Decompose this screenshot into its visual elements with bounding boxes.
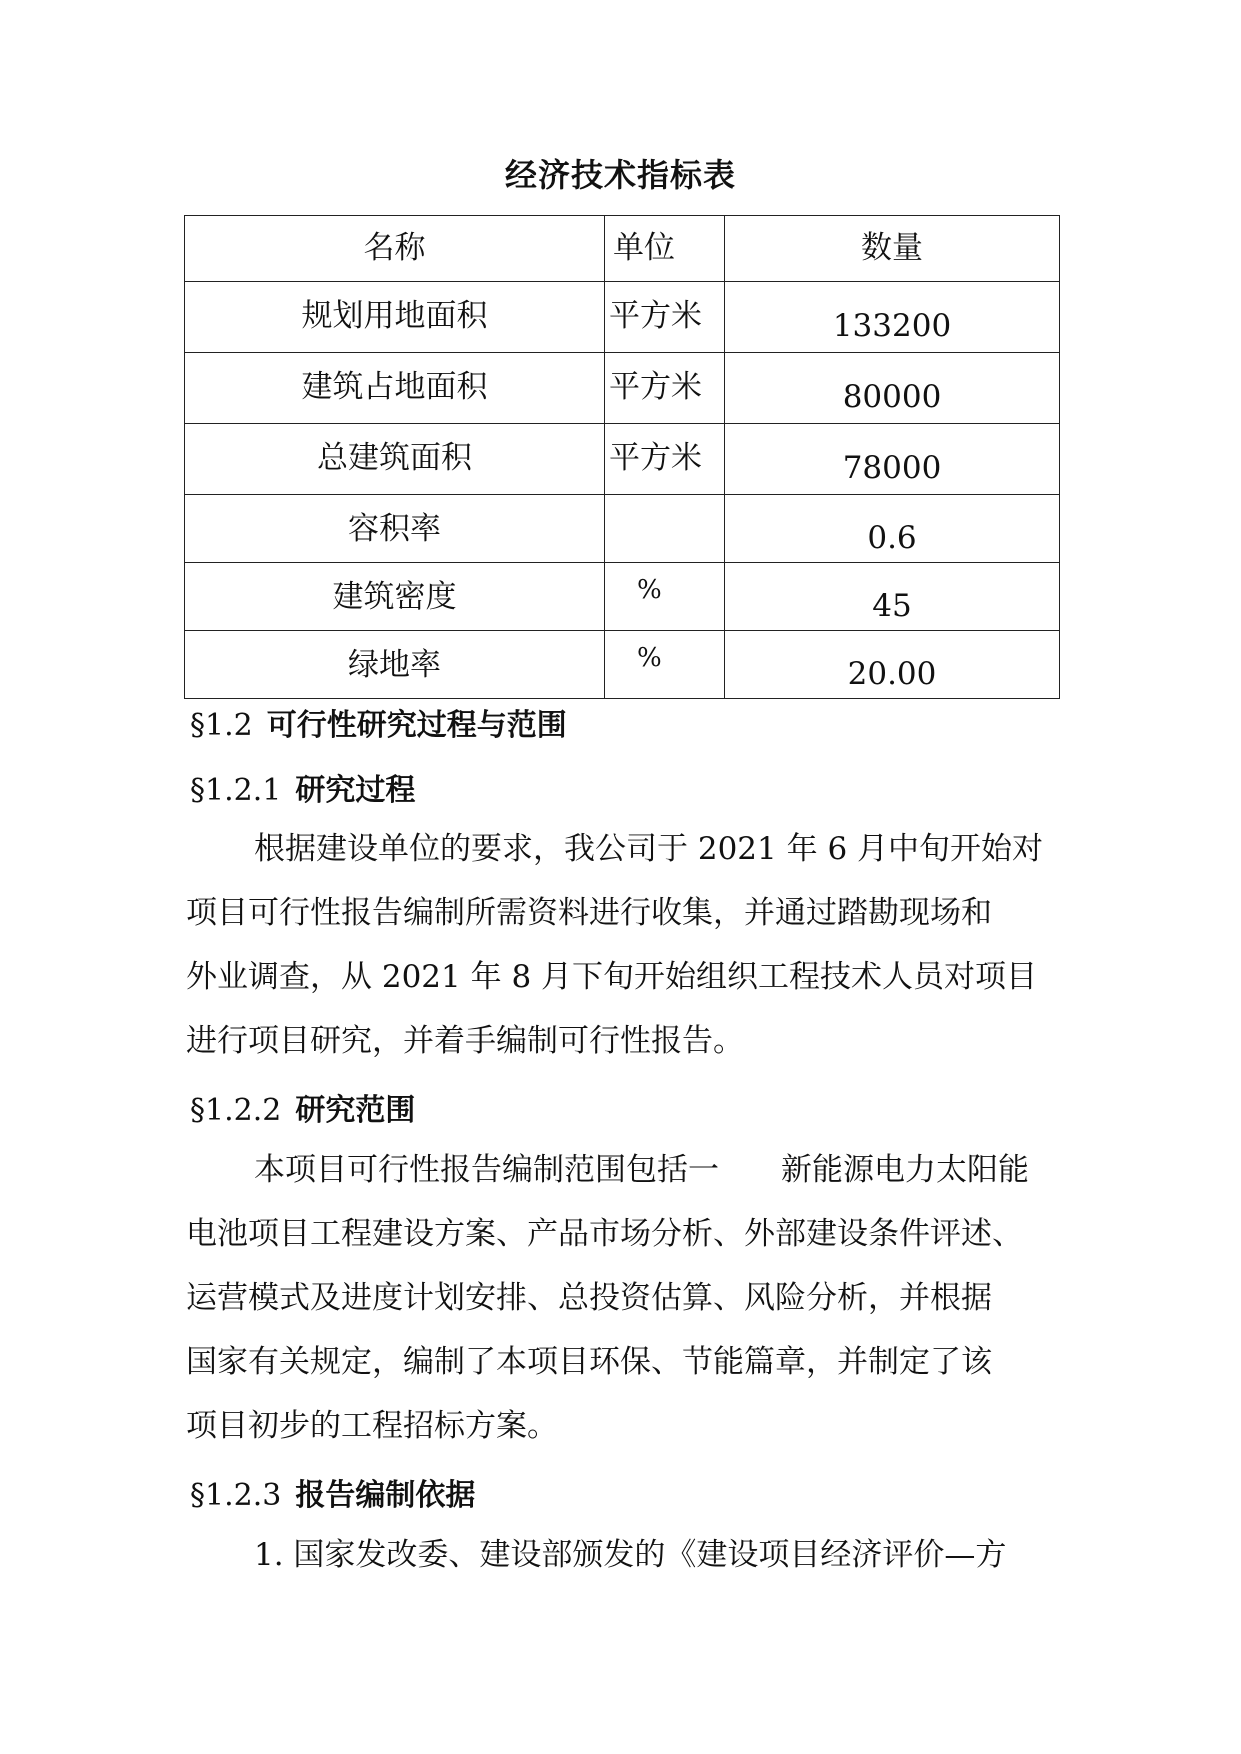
- cell-quantity: 20.00: [725, 631, 1060, 699]
- table-row: [185, 282, 1060, 353]
- cell-quantity: 45: [725, 563, 1060, 631]
- column-header-unit: 单位: [605, 216, 725, 282]
- section-title: 报告编制依据: [295, 1478, 476, 1513]
- table-header-row: [185, 216, 1060, 282]
- paragraph-line: 外业调查，从 2021 年 8 月下旬开始组织工程技术人员对项目: [186, 959, 1038, 995]
- section-number: §1.2.1: [190, 773, 282, 808]
- cell-unit: %: [605, 563, 725, 631]
- paragraph-line: 项目初步的工程招标方案。: [186, 1408, 558, 1444]
- section-heading-1-2: [190, 700, 567, 744]
- table-row: [185, 353, 1060, 424]
- cell-name: 规划用地面积: [185, 282, 605, 353]
- cell-quantity: 133200: [725, 282, 1060, 353]
- paragraph-line: 进行项目研究，并着手编制可行性报告。: [186, 1023, 744, 1059]
- cell-name: 绿地率: [185, 631, 605, 699]
- table-row: [185, 424, 1060, 495]
- section-number: §1.2.2: [190, 1093, 282, 1128]
- section-title: 可行性研究过程与范围: [266, 708, 567, 743]
- table-row: [185, 631, 1060, 699]
- cell-quantity: 80000: [725, 353, 1060, 424]
- section-number: §1.2: [190, 708, 253, 743]
- table-row: [185, 495, 1060, 563]
- section-title: 研究范围: [295, 1093, 416, 1128]
- paragraph-line: 项目可行性报告编制所需资料进行收集，并通过踏勘现场和: [186, 895, 992, 931]
- section-number: §1.2.3: [190, 1478, 282, 1513]
- cell-unit: 平方米: [605, 282, 725, 353]
- paragraph-line: 根据建设单位的要求，我公司于 2021 年 6 月中旬开始对: [254, 831, 1044, 867]
- cell-name: 建筑密度: [185, 563, 605, 631]
- cell-unit: 平方米: [605, 353, 725, 424]
- cell-quantity: 0.6: [725, 495, 1060, 563]
- section-title: 研究过程: [295, 773, 416, 808]
- section-heading-1-2-3: [190, 1470, 475, 1514]
- paragraph-research-process: [186, 817, 1066, 1073]
- page-title: 经济技术指标表: [504, 156, 736, 194]
- column-header-name: 名称: [185, 216, 605, 282]
- paragraph-line: 电池项目工程建设方案、产品市场分析、外部建设条件评述、: [186, 1216, 1023, 1252]
- section-heading-1-2-1: [190, 765, 415, 809]
- paragraph-line: 运营模式及进度计划安排、总投资估算、风险分析，并根据: [186, 1280, 992, 1316]
- paragraph-research-scope: [186, 1138, 1066, 1458]
- cell-name: 总建筑面积: [185, 424, 605, 495]
- paragraph-line: 本项目可行性报告编制范围包括一 新能源电力太阳能: [254, 1152, 1029, 1188]
- cell-name: 建筑占地面积: [185, 353, 605, 424]
- paragraph-line: 国家有关规定，编制了本项目环保、节能篇章，并制定了该: [186, 1344, 992, 1380]
- list-item: 1. 国家发改委、建设部颁发的《建设项目经济评价—方: [254, 1537, 1007, 1573]
- cell-unit: %: [605, 631, 725, 699]
- cell-name: 容积率: [185, 495, 605, 563]
- column-header-quantity: 数量: [725, 216, 1060, 282]
- paragraph-report-basis: [186, 1523, 1066, 1587]
- cell-unit: 平方米: [605, 424, 725, 495]
- indicators-table: [184, 215, 1060, 699]
- table-row: [185, 563, 1060, 631]
- section-heading-1-2-2: [190, 1085, 415, 1129]
- cell-unit: [605, 495, 725, 563]
- cell-quantity: 78000: [725, 424, 1060, 495]
